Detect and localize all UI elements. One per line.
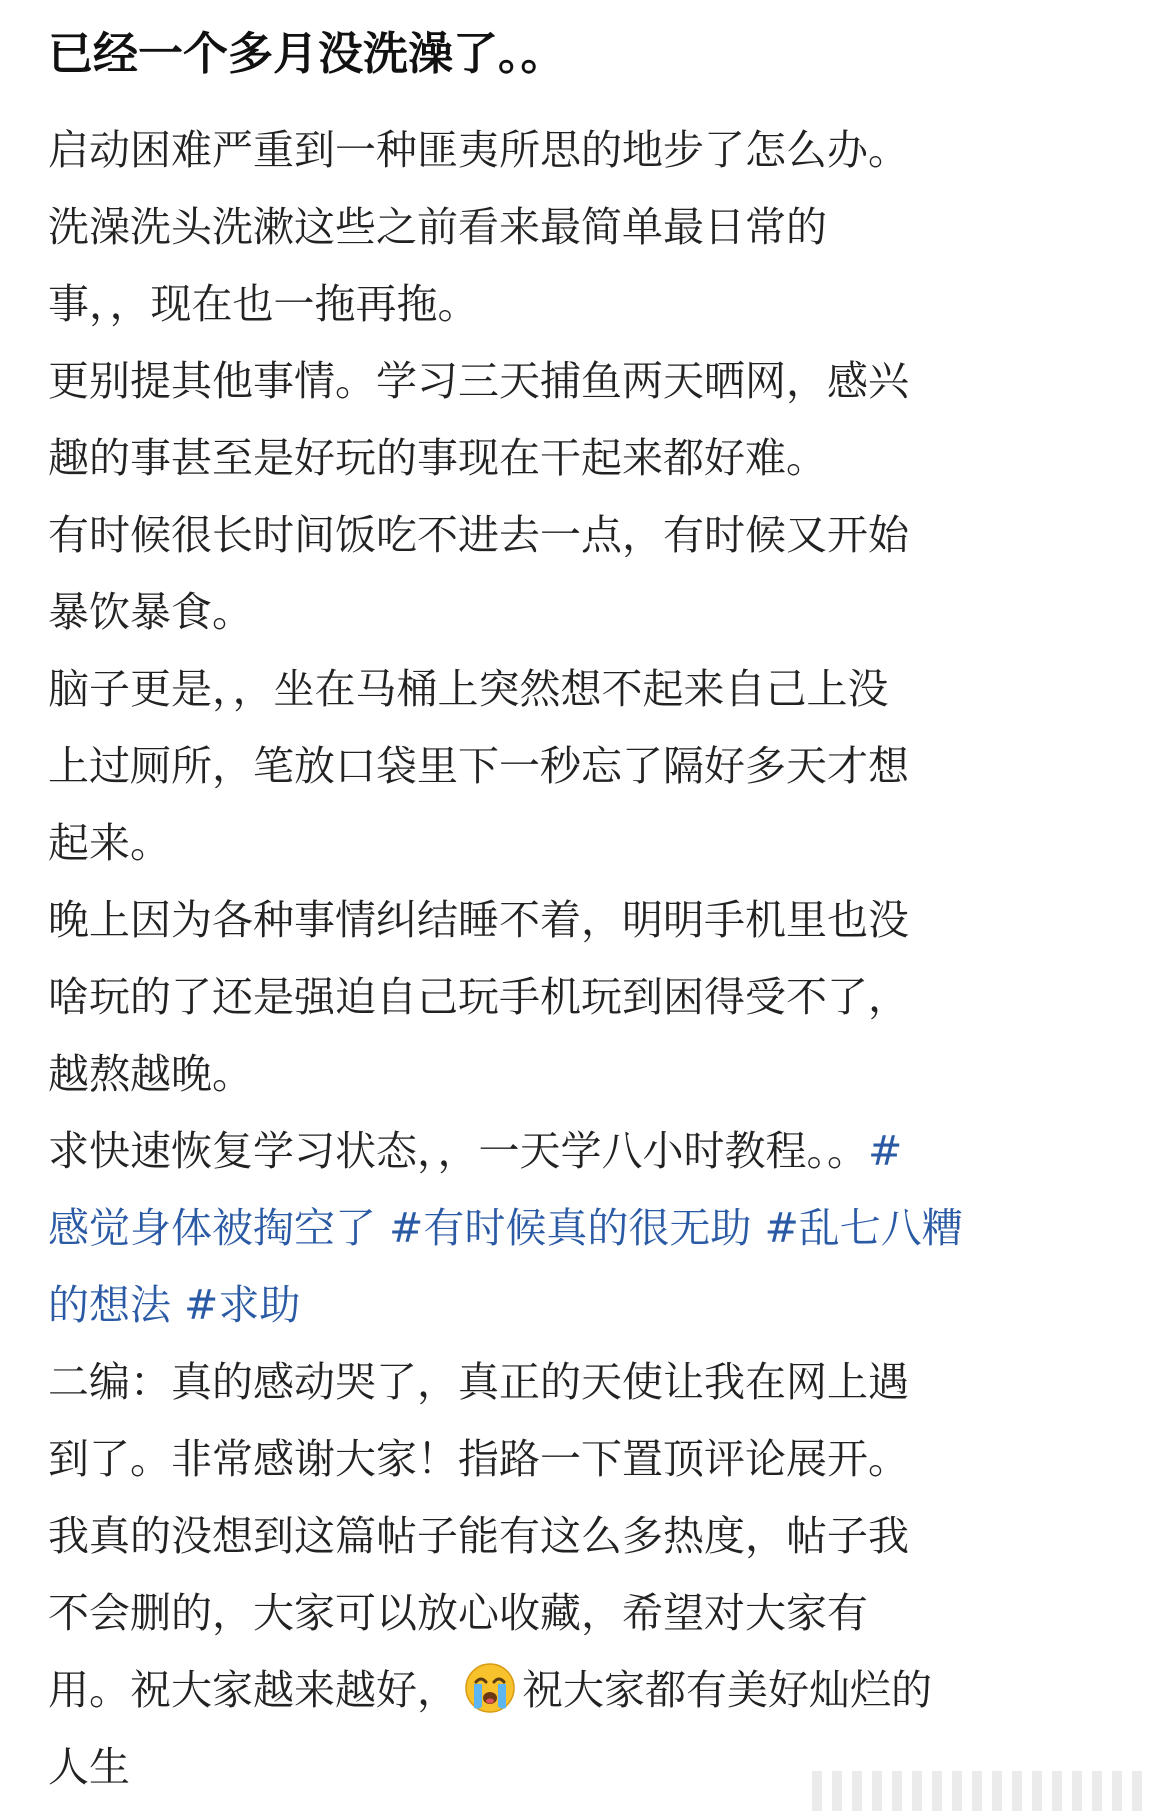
post-edit-line: 二编：真的感动哭了，真正的天使让我在网上遇 xyxy=(48,1358,909,1406)
post-edit-line xyxy=(48,1652,1108,1729)
hashtag-link[interactable]: #有时候真的很无助 xyxy=(389,1204,752,1252)
post-body-text: 求快速恢复学习状态，，一天学八小时教程。。 xyxy=(48,1127,868,1175)
hashtag-link[interactable]: 感觉身体被掏空了 xyxy=(48,1204,376,1252)
post-body-text: 祝大家都有美好灿烂的 xyxy=(522,1666,932,1714)
post-body-line: 暴饮暴食。 xyxy=(48,588,253,636)
post-body-line: 脑子更是，，坐在马桶上突然想不起来自己上没 xyxy=(48,665,889,713)
post-body-line: 趣的事甚至是好玩的事现在干起来都好难。 xyxy=(48,434,827,482)
post-body-line: 启动困难严重到一种匪夷所思的地步了怎么办。 xyxy=(48,126,909,174)
post-body-text: 用。祝大家越来越好， xyxy=(48,1666,458,1714)
post-title: 已经一个多月没洗澡了。。 xyxy=(48,27,566,80)
hashtag-separator xyxy=(376,1204,389,1252)
post-body-line: 上过厕所，笔放口袋里下一秒忘了隔好多天才想 xyxy=(48,742,909,790)
hashtag-separator xyxy=(751,1204,764,1252)
post-body-line: 有时候很长时间饭吃不进去一点，有时候又开始 xyxy=(48,511,909,559)
post-body-line: 啥玩的了还是强迫自己玩手机玩到困得受不了， xyxy=(48,973,909,1021)
post-body-line: 洗澡洗头洗漱这些之前看来最简单最日常的 xyxy=(48,203,827,251)
post-body-line: 事，，现在也一拖再拖。 xyxy=(48,280,479,328)
post-body-line: 起来。 xyxy=(48,819,171,867)
hashtag-link[interactable]: #乱七八糟 xyxy=(764,1204,963,1252)
watermark xyxy=(812,1771,1152,1811)
post-edit-line: 到了。非常感谢大家！指路一下置顶评论展开。 xyxy=(48,1435,909,1483)
post-body-line xyxy=(48,1190,1108,1267)
post-edit-line: 人生 xyxy=(48,1743,130,1791)
loudly-crying-face-icon xyxy=(464,1662,516,1714)
post-edit-line: 不会删的，大家可以放心收藏，希望对大家有 xyxy=(48,1589,868,1637)
post xyxy=(48,18,1108,1806)
post-body-line: 晚上因为各种事情纠结睡不着，明明手机里也没 xyxy=(48,896,909,944)
post-body xyxy=(48,112,1108,1806)
post-body-line: 越熬越晚。 xyxy=(48,1050,253,1098)
hashtag-link[interactable]: #求助 xyxy=(184,1281,301,1329)
post-body-line xyxy=(48,1267,1108,1344)
hashtag-separator xyxy=(171,1281,184,1329)
hashtag-link[interactable]: # xyxy=(868,1127,903,1175)
hashtag-link[interactable]: 的想法 xyxy=(48,1281,171,1329)
post-edit-line: 我真的没想到这篇帖子能有这么多热度，帖子我 xyxy=(48,1512,909,1560)
post-body-line: 更别提其他事情。学习三天捕鱼两天晒网，感兴 xyxy=(48,357,909,405)
post-body-line xyxy=(48,1113,1108,1190)
